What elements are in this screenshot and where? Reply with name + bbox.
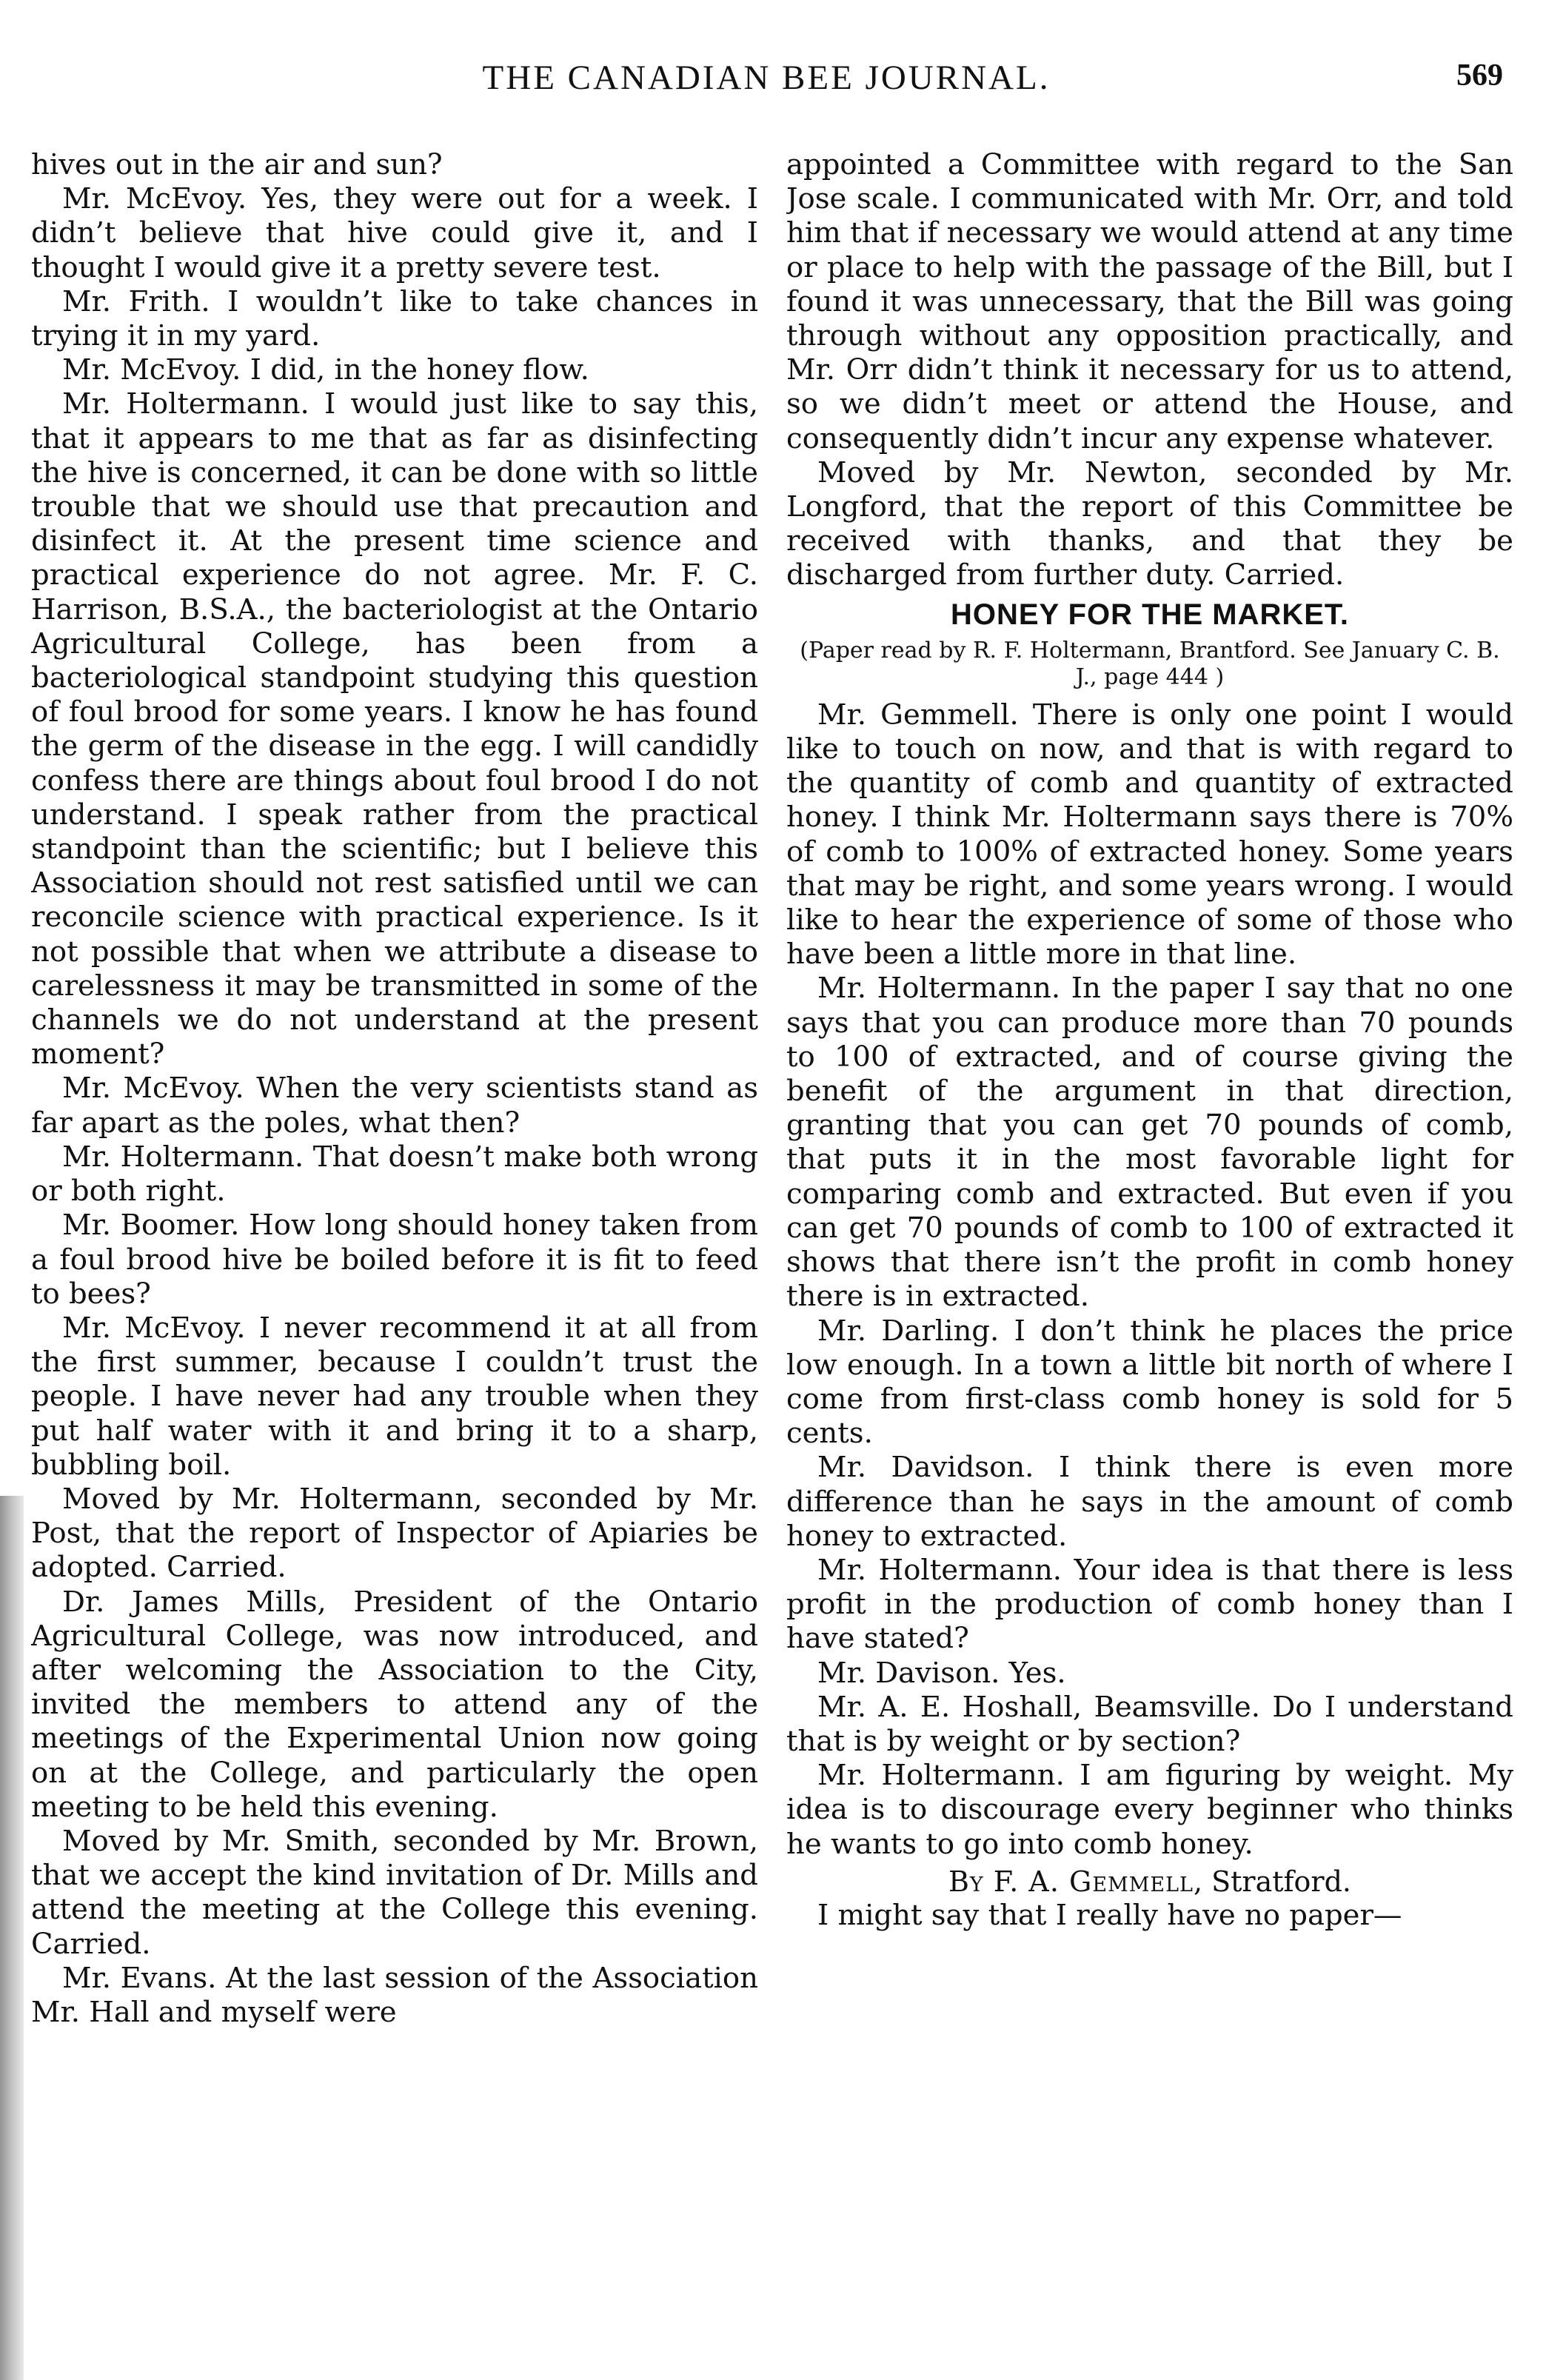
paragraph: Mr. McEvoy. I never recommend it at all from the first summer, because I couldn’t trust the people. I have never had any trouble when they put half water with it and bring it to a sharp, bubbling boil. [31,1311,758,1482]
paragraph: Dr. James Mills, President of the Ontario Agricultural College, was now introduced, and after welcoming the Association to the City, invited the members to attend any of the meetings of the Experimental Union now going on at the College, and particularly the open meeting to be held this evening. [31,1585,758,1824]
paragraph: Mr. Holtermann. I am figuring by weight. My idea is to discourage every beginner who thinks he wants to go into comb honey. [786,1759,1513,1861]
paragraph: I might say that I really have no paper— [817,1898,1402,1932]
paragraph: Moved by Mr. Smith, seconded by Mr. Brown, that we accept the kind invitation of Dr. Mills and attend the meeting at the College this evening. Carried. [31,1824,758,1961]
paragraph: appointed a Committee with regard to the San Jose scale. I communicated with Mr. Orr, and told him that if necessary we would attend at any time or place to help with the passage of the Bill, but I found it was unnecessary, that the Bill was going through without any opposition practically, and Mr. Orr didn’t think it necessary for us to attend, so we didn’t meet or attend the House, and consequently didn’t incur any expense whatever. [786,148,1513,455]
paragraph: hives out in the air and sun? [31,148,443,181]
paragraph: Mr. Gemmell. There is only one point I would like to touch on now, and that is with regard to the quantity of comb and quantity of extracted honey. I think Mr. Holtermann says there is 70% of comb to 100% of extracted honey. Some years that may be right, and some years wrong. I would like to hear the experience of some of those who have been a little more in that line. [786,698,1513,972]
paragraph: Mr. Holtermann. I would just like to say this, that it appears to me that as far as disinfecting the hive is concerned, it can be done with so little trouble that we should use that precaution and disinfect it. At the present time science and practical experience do not agree. Mr. F. C. Harrison, B.S.A., the bacteriologist at the Ontario Agricultural College, has been from a bacteriological standpoint studying this question of foul brood for some years. I know he has found the germ of the disease in the egg. I will candidly confess there are things about foul brood I do not understand. I speak rather from the practical standpoint than the scientific; but I believe this Association should not rest satisfied until we can reconcile science with practical experience. Is it not possible that when we attribute a disease to carelessness it may be transmitted in some of the channels we do not understand at the present moment? [31,387,758,1072]
journal-title: THE CANADIAN BEE JOURNAL. [482,59,1051,97]
paragraph: Mr. Boomer. How long should honey taken from a foul brood hive be boiled before it is fit to feed to bees? [31,1209,758,1311]
right-column [786,148,1513,2355]
paragraph: Mr. Davison. Yes. [817,1656,1066,1690]
paragraph: Mr. McEvoy. Yes, they were out for a week. I didn’t believe that hive could give it, and I thought I would give it a pretty severe test. [31,182,758,284]
paragraph: Moved by Mr. Newton, seconded by Mr. Longford, that the report of this Committee be received with thanks, and that they be discharged from further duty. Carried. [786,455,1513,592]
paragraph: Mr. A. E. Hoshall, Beamsville. Do I understand that is by weight or by section? [786,1690,1513,1758]
byline-author: By F. A. Gemmell [948,1865,1194,1898]
paragraph: Mr. McEvoy. When the very scientists stand as far apart as the poles, what then? [31,1072,758,1140]
byline [786,1865,1513,1899]
section-note: (Paper read by R. F. Holtermann, Brantford. See January C. B. J., page 444 ) [800,637,1500,690]
paragraph: Moved by Mr. Holtermann, seconded by Mr. Post, that the report of Inspector of Apiaries be adopted. Carried. [31,1482,758,1585]
paragraph: Mr. Holtermann. Your idea is that there is less profit in the production of comb honey than I have stated? [786,1553,1513,1656]
paragraph: Mr. McEvoy. I did, in the honey flow. [62,353,589,387]
paragraph: Mr. Holtermann. In the paper I say that no one says that you can produce more than 70 pounds to 100 of extracted, and of course giving the benefit of the argument in that direction, granting that you can get 70 pounds of comb, that puts it in the most favorable light for comparing comb and extracted. But even if you can get 70 pounds of comb to 100 of extracted it shows that there isn’t the profit in comb honey there is in extracted. [786,972,1513,1314]
paragraph: Mr. Evans. At the last session of the Association Mr. Hall and myself were [31,1961,758,2029]
paragraph: Mr. Darling. I don’t think he places the price low enough. In a town a little bit north of where I come from first-class comb honey is sold for 5 cents. [786,1314,1513,1451]
paragraph: Mr. Davidson. I think there is even more difference than he says in the amount of comb honey to extracted. [786,1451,1513,1553]
binding-shadow [0,1496,24,2380]
page-number: 569 [1456,59,1503,93]
left-column [31,148,758,2355]
paragraph: Mr. Holtermann. That doesn’t make both wrong or both right. [31,1140,758,1209]
byline-place: , Stratford. [1193,1865,1352,1898]
section-heading: HONEY FOR THE MARKET. [950,598,1350,631]
running-header [30,58,1503,102]
paragraph: Mr. Frith. I wouldn’t like to take chances in trying it in my yard. [31,284,758,353]
